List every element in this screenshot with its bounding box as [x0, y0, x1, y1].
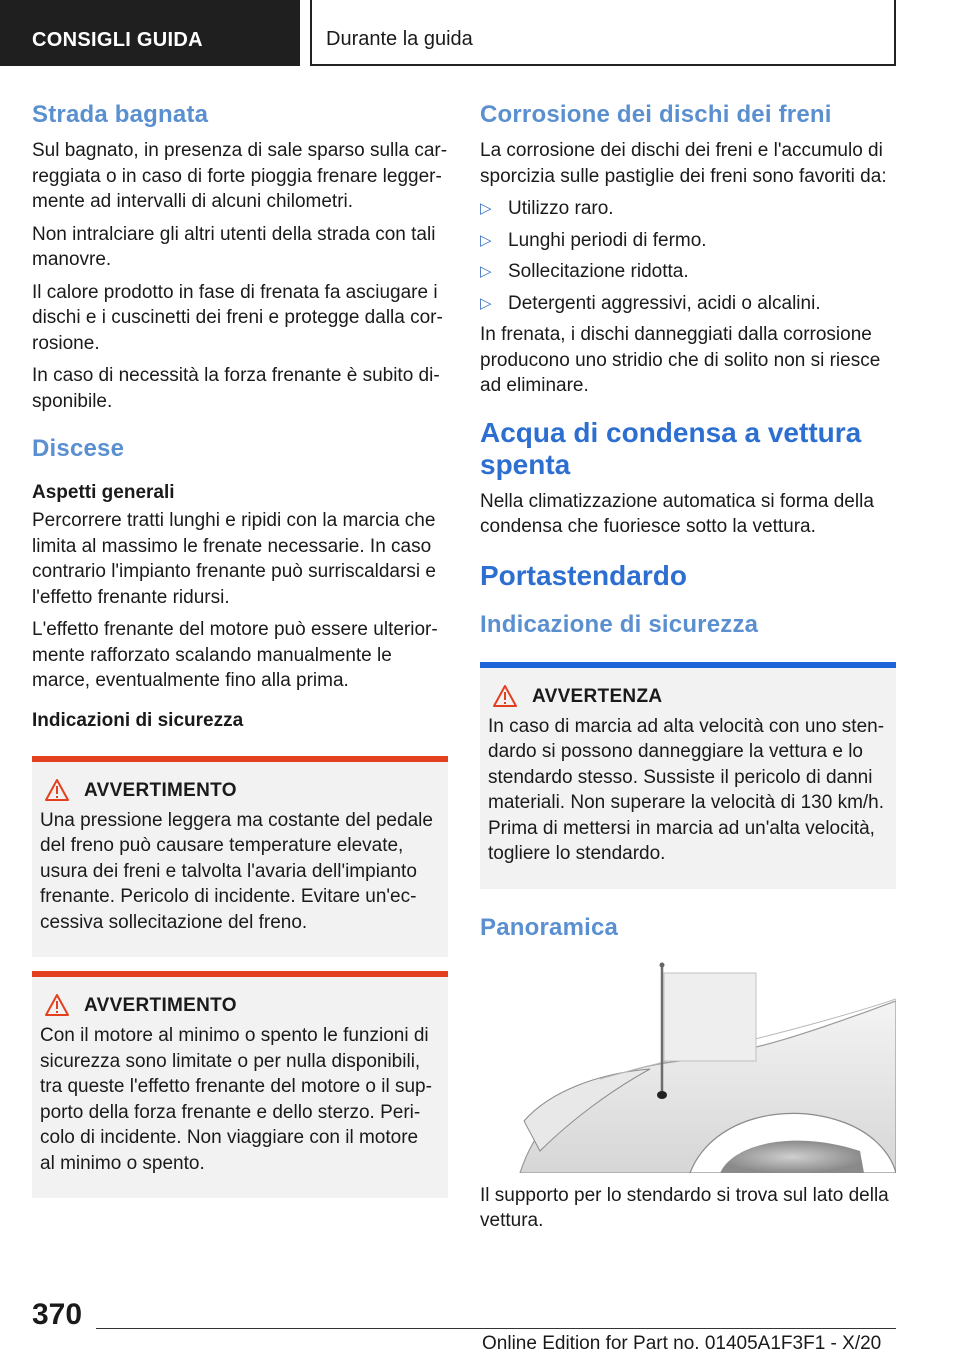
triangle-right-icon: ▷: [480, 200, 492, 217]
warning-box: [32, 971, 448, 1198]
paragraph: In caso di necessità la forza frenante è subito di-sponibile.: [32, 365, 440, 412]
section-tab: CONSIGLI GUIDA: [0, 0, 300, 66]
footer-divider: [96, 1328, 896, 1329]
list-item: ▷ Sollecitazione ridotta.: [480, 259, 896, 285]
edition-text: Online Edition for Part no. 01405A1F3F1 - X/20: [482, 1333, 882, 1354]
warning-triangle-icon: [44, 778, 70, 802]
paragraph: In frenata, i dischi danneggiati dalla corrosione producono uno stridio che di solito non si riesce ad eliminare.: [480, 324, 881, 396]
subheading-safety: Indicazione di sicurezza: [480, 610, 759, 638]
heading-overview: Panoramica: [480, 913, 619, 941]
chapter-title: Durante la guida: [310, 0, 896, 66]
triangle-right-icon: ▷: [480, 263, 492, 280]
warning-triangle-icon: [492, 684, 518, 708]
paragraph: Non intralciare gli altri utenti della strada con tali manovre.: [32, 223, 436, 270]
notice-title: AVVERTENZA: [488, 684, 886, 710]
left-column: [32, 100, 448, 1212]
warning-text: Con il motore al minimo o spento le funzioni di sicurezza sono limitate o per nulla disponibili, tra queste l'effetto frenante del motore o il sup-porto della forza frenante e dello sterzo. Peri-colo di incidente. Non viaggiare con il motore al minimo o spento.: [40, 1025, 432, 1174]
notice-box: [480, 662, 896, 889]
paragraph: L'effetto frenante del motore può essere ulterior-mente rafforzato scalando manualmente le marce, eventualmente fino alla prima.: [32, 619, 438, 691]
warning-title: AVVERTIMENTO: [40, 778, 438, 804]
warning-text: Una pressione leggera ma costante del pedale del freno può causare temperature elevate, usura dei freni e talvolta l'avaria dell'impianto frenante. Pericolo di incidente. Evitare un'ec-cessiva sollecitazione del freno.: [40, 809, 433, 933]
flag-holder-illustration: [480, 961, 896, 1173]
heading-flag-holder: Portastendardo: [480, 559, 687, 591]
paragraph: Il calore prodotto in fase di frenata fa asciugare i dischi e i cuscinetti dei freni e protegge dalla cor-rosione.: [32, 281, 443, 354]
paragraph: Nella climatizzazione automatica si forma della condensa che fuoriesce sotto la vettura.: [480, 490, 874, 537]
right-column: [480, 100, 896, 1241]
triangle-right-icon: ▷: [480, 294, 492, 312]
heading-descents: Discese: [32, 435, 125, 462]
subheading-general: Aspetti generali: [32, 482, 175, 503]
warning-triangle-icon: [44, 993, 70, 1017]
list-item: ▷ Detergenti aggressivi, acidi o alcalini.: [480, 291, 896, 317]
triangle-right-icon: ▷: [480, 231, 492, 249]
paragraph: Sul bagnato, in presenza di sale sparso sulla car-reggiata o in caso di forte pioggia frenare legger-mente ad intervalli di alcuni chilometri.: [32, 140, 448, 212]
heading-corrosion: Corrosione dei dischi dei freni: [480, 101, 832, 128]
page-number: 370: [32, 1298, 83, 1331]
subheading-safety: Indicazioni di sicurezza: [32, 709, 244, 731]
caption: Il supporto per lo stendardo si trova sul lato della vettura.: [480, 1184, 889, 1231]
corrosion-list: [480, 196, 896, 316]
list-item: ▷ Utilizzo raro.: [480, 196, 896, 222]
warning-title: AVVERTIMENTO: [40, 993, 438, 1019]
heading-condensate: Acqua di condensa a vettura spenta: [480, 416, 862, 480]
list-item: ▷ Lunghi periodi di fermo.: [480, 228, 896, 254]
warning-box: [32, 756, 448, 958]
page-header: [0, 0, 960, 66]
paragraph: La corrosione dei dischi dei freni e l'accumulo di sporcizia sulle pastiglie dei freni sono favoriti da:: [480, 140, 887, 187]
notice-text: In caso di marcia ad alta velocità con uno sten-dardo si possono danneggiare la vettura e lo stendardo stesso. Sussiste il pericolo di danni materiali. Non superare la velocità di 130 km/h. Prima di mettersi in marcia ad un'alta velocità, togliere lo stendardo.: [488, 715, 885, 864]
car-flag-image: [480, 961, 896, 1173]
paragraph: Percorrere tratti lunghi e ripidi con la marcia che limita al massimo le frenate necessarie. In caso contrario l'impianto frenante può surriscaldarsi e l'effetto frenante ridursi.: [32, 510, 436, 608]
heading-wet-road: Strada bagnata: [32, 101, 209, 128]
